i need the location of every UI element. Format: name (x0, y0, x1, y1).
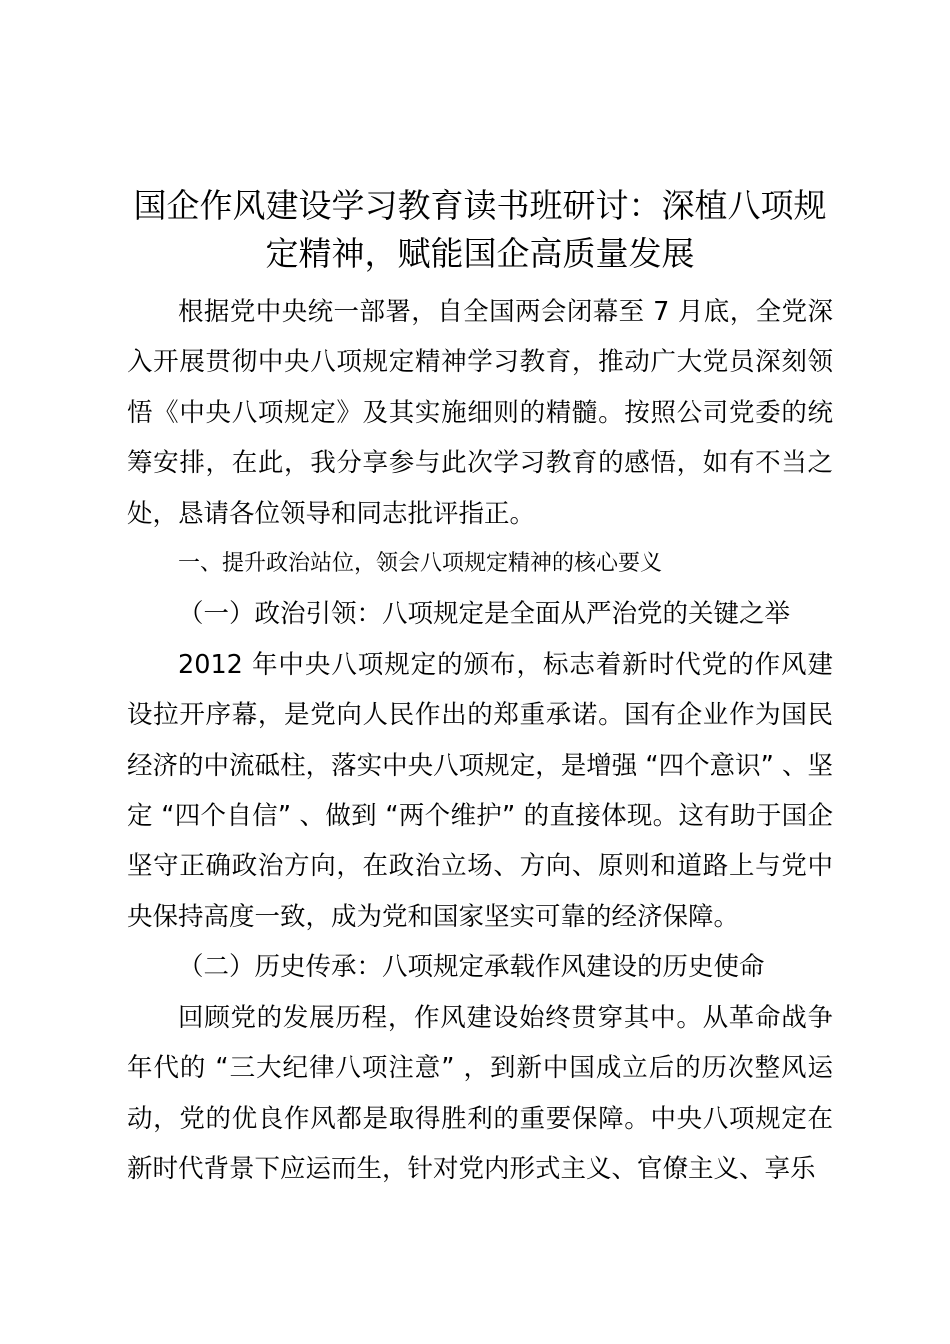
section-heading-1: 一、提升政治站位，领会八项规定精神的核心要义 (178, 551, 663, 577)
subsection-heading-2: （二）历史传承：八项规定承载作风建设的历史使命 (178, 952, 765, 983)
document-body (127, 287, 833, 1194)
subsection-heading-1: （一）政治引领：八项规定是全面从严治党的关键之举 (178, 599, 791, 630)
paragraph-subsection-2: 回顾党的发展历程，作风建设始终贯穿其中。从革命战争年代的 “三大纪律八项注意” ，到新中国成立后的历次整风运动，党的优良作风都是取得胜利的重要保障。中央八项规定在新时代背景下应运而生，针对党内形式主义、官僚主义、享乐 (127, 1002, 833, 1184)
paragraph-intro: 根据党中央统一部署，自全国两会闭幕至 7 月底，全党深入开展贯彻中央八项规定精神学习教育，推动广大党员深刻领悟《中央八项规定》及其实施细则的精髓。按照公司党委的统筹安排，在此，我分享参与此次学习教育的感悟，如有不当之处，恳请各位领导和同志批评指正。 (127, 297, 833, 529)
paragraph-subsection-1: 2012 年中央八项规定的颁布，标志着新时代党的作风建设拉开序幕，是党向人民作出的郑重承诺。国有企业作为国民经济的中流砥柱，落实中央八项规定，是增强 “四个意识” 、坚定 “四个自信” 、做到 “两个维护” 的直接体现。这有助于国企坚守正确政治方向，在政治立场、方向、原则和道路上与党中央保持高度一致，成为党和国家坚实可靠的经济保障。 (127, 649, 833, 932)
document-title: 国企作风建设学习教育读书班研讨：深植八项规定精神，赋能国企高质量发展 (133, 186, 827, 273)
